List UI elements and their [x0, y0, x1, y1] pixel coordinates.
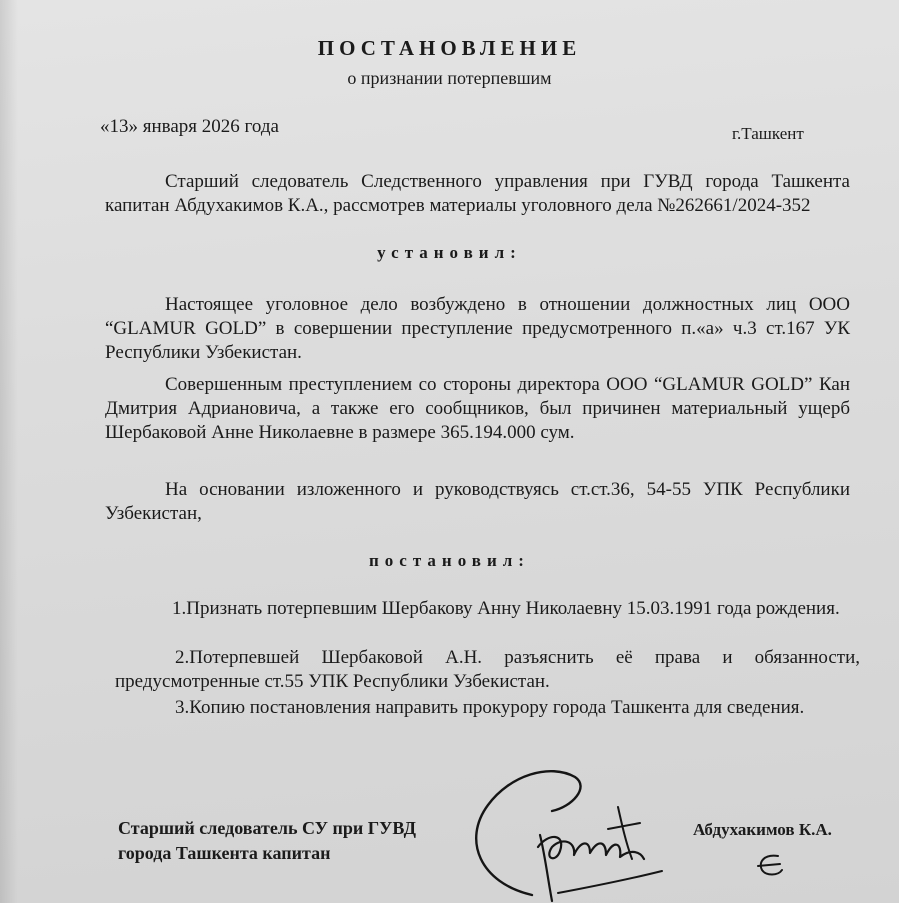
intro-paragraph: Старший следователь Следственного управления при ГУВД города Ташкента капитан Абдухакимов К.А., рассмотрев материалы уголовного дела №262661/2024-352	[105, 171, 850, 216]
handwritten-initial	[752, 852, 792, 880]
resolution-item: 3.Копию постановления направить прокурору города Ташкента для сведения.	[175, 697, 805, 718]
handwritten-signature	[440, 755, 680, 903]
established-paragraph: Совершенным преступлением со стороны директора ООО “GLAMUR GOLD” Кан Дмитрия Адриановича, а также его сообщников, был причинен материальный ущерб Шербаковой Анне Николаевне в размере 365.194.000 сум.	[105, 374, 850, 443]
document-city: г.Ташкент	[732, 124, 804, 143]
signatory-position	[118, 816, 416, 866]
established-paragraph: На основании изложенного и руководствуясь ст.ст.36, 54-55 УПК Республики Узбекистан,	[105, 479, 850, 524]
established-paragraph: Настоящее уголовное дело возбуждено в отношении должностных лиц ООО “GLAMUR GOLD” в совершении преступление предусмотренного п.«а» ч.3 ст.167 УК Республики Узбекистан.	[105, 294, 850, 363]
signatory-position-line: города Ташкента капитан	[118, 843, 331, 863]
signatory-name: Абдухакимов К.А.	[693, 820, 832, 839]
document-date: «13» января 2026 года	[100, 116, 279, 137]
resolution-item: 1.Признать потерпевшим Шербакову Анну Николаевну 15.03.1991 года рождения.	[172, 598, 840, 619]
resolved-heading: постановил:	[369, 551, 530, 570]
document-subtitle: о признании потерпевшим	[347, 68, 552, 88]
established-heading: установил:	[377, 243, 522, 262]
signatory-position-line: Старший следователь СУ при ГУВД	[118, 818, 417, 838]
document-title: ПОСТАНОВЛЕНИЕ	[317, 36, 582, 60]
resolution-item: 2.Потерпевшей Шербаковой А.Н. разъяснить её права и обязанности, предусмотренные ст.55 УПК Республики Узбекистан.	[115, 647, 860, 692]
